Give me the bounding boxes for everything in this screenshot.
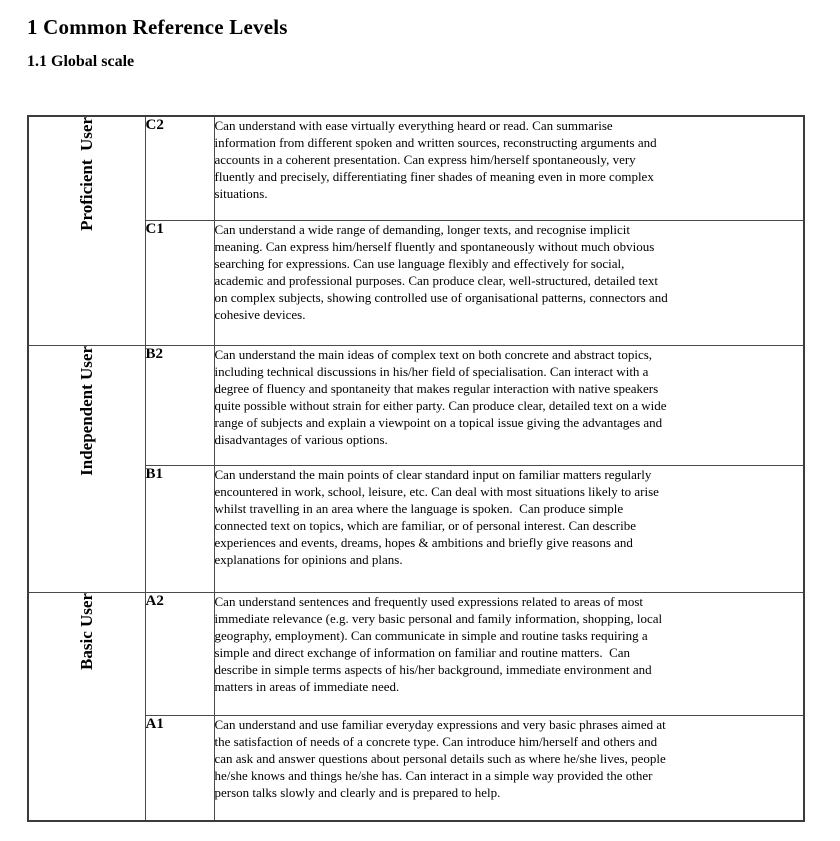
description-text-a2: Can understand sentences and frequently used expressions related to areas of most immediate relevance (e.g. very basic personal and family information, shopping, local geography, employment). Can communicate in simple and routine tasks requiring a simple and direct exchange of information on familiar and routine matters. Can describe in simple terms aspects of his/her background, immediate environment and matters in areas of immediate need. xyxy=(214,593,663,694)
table-row-a2 xyxy=(28,592,804,715)
subsection-heading: 1.1 Global scale xyxy=(27,53,135,70)
table-row-c2 xyxy=(28,116,804,220)
group-cell-proficient-user xyxy=(28,116,145,345)
level-cell-c2: C2 xyxy=(145,116,214,220)
description-cell-a1 xyxy=(214,715,804,821)
group-cell-independent-user xyxy=(28,345,145,592)
description-text-a1: Can understand and use familiar everyday expressions and very basic phrases aimed at the satisfaction of needs of a concrete type. Can introduce him/herself and others and can ask and answer questions about personal details such as where he/she lives, people he/she knows and things he/she has. Can interact in a simple way provided the other person talks slowly and clearly and is prepared to help. xyxy=(214,716,666,800)
level-cell-a1: A1 xyxy=(145,715,214,821)
group-label-proficient-user: Proficient User xyxy=(77,117,97,231)
description-text-c1: Can understand a wide range of demanding, longer texts, and recognise implicit meaning. Can express him/herself fluently and spontaneously without much obvious searching for expressions. Can use language flexibly and effectively for social, academic and professional purposes. Can produce clear, well-structured, detailed text on complex subjects, showing controlled use of organisational patterns, connectors and cohesive devices. xyxy=(214,221,668,322)
table-row-a1 xyxy=(28,715,804,821)
description-text-c2: Can understand with ease virtually everything heard or read. Can summarise information from different spoken and written sources, reconstructing arguments and accounts in a coherent presentation. Can express him/herself spontaneously, very fluently and precisely, differentiating finer shades of meaning even in more complex situations. xyxy=(214,118,657,201)
level-cell-b2: B2 xyxy=(145,345,214,465)
level-cell-c1: C1 xyxy=(145,220,214,345)
level-cell-b1: B1 xyxy=(145,465,214,592)
description-text-b1: Can understand the main points of clear standard input on familiar matters regularly encountered in work, school, leisure, etc. Can deal with most situations likely to arise whilst travelling in an area where the language is spoken. Can produce simple connected text on topics, which are familiar, or of personal interest. Can describe experiences and events, dreams, hopes & ambitions and briefly give reasons and explanations for opinions and plans. xyxy=(214,466,659,567)
description-text-b2: Can understand the main ideas of complex text on both concrete and abstract topics, including technical discussions in his/her field of specialisation. Can interact with a degree of fluency and spontaneity that makes regular interaction with native speakers quite possible without strain for either party. Can produce clear, detailed text on a wide range of subjects and explain a viewpoint on a topical issue giving the advantages and disadvantages of various options. xyxy=(214,346,667,447)
table-row-b1 xyxy=(28,465,804,592)
description-cell-c1 xyxy=(214,220,804,345)
description-cell-b1 xyxy=(214,465,804,592)
group-label-independent-user: Independent User xyxy=(77,345,97,476)
global-scale-table xyxy=(27,115,805,822)
description-cell-c2 xyxy=(214,116,804,220)
table-row-b2 xyxy=(28,345,804,465)
description-cell-b2 xyxy=(214,345,804,465)
section-heading: 1 Common Reference Levels xyxy=(27,15,288,39)
group-cell-basic-user xyxy=(28,592,145,821)
table-row-c1 xyxy=(28,220,804,345)
description-cell-a2 xyxy=(214,592,804,715)
level-cell-a2: A2 xyxy=(145,592,214,715)
group-label-basic-user: Basic User xyxy=(77,592,97,670)
